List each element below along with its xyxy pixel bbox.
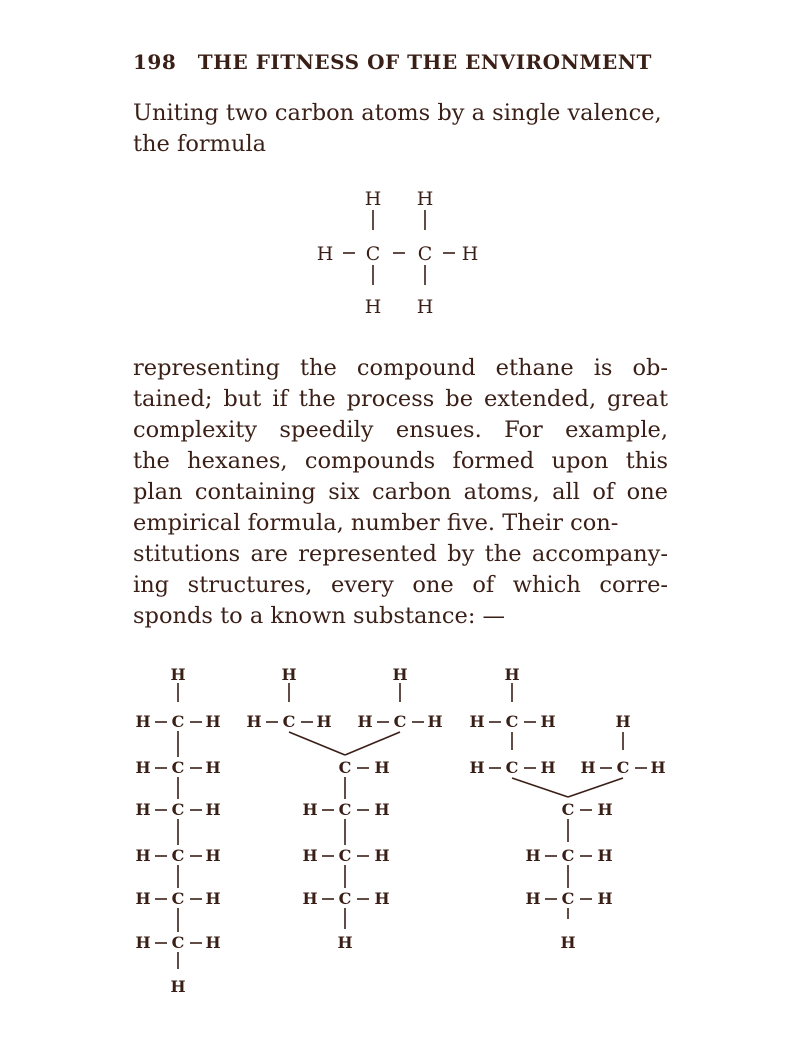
hydrogen-atom: H [469,758,485,777]
carbon-atom: C [171,933,185,952]
hydrogen-atom: H [135,800,151,819]
hydrogen-atom: H [540,712,556,731]
hydrogen-atom: H [302,800,318,819]
hydrogen-atom: H [374,889,390,908]
hydrogen-atom: H [135,889,151,908]
hydrogen-atom: H [392,665,408,684]
hydrogen-atom: H [337,933,353,952]
hydrogen-atom: H [597,846,613,865]
hydrogen-atom: H [374,758,390,777]
hydrogen-atom: H [170,665,186,684]
hydrogen-atom: H [427,712,443,731]
hydrogen-atom: H [316,243,334,265]
hydrogen-atom: H [205,712,221,731]
hydrogen-atom: H [281,665,297,684]
hydrogen-atom: H [205,800,221,819]
hydrogen-atom: H [316,712,332,731]
carbon-atom: C [338,889,352,908]
hydrogen-atom: H [205,846,221,865]
hydrogen-atom: H [580,758,596,777]
hydrogen-atom: H [525,889,541,908]
hydrogen-atom: H [374,846,390,865]
body-line: empirical formula, number five. Their con- [133,510,619,536]
hydrogen-atom: H [525,846,541,865]
carbon-atom: C [417,243,433,265]
hydrogen-atom: H [560,933,576,952]
bond-line [289,732,345,755]
carbon-atom: C [338,800,352,819]
carbon-atom: C [393,712,407,731]
carbon-atom: C [561,846,575,865]
running-title: THE FITNESS OF THE ENVIRONMENT [197,50,652,74]
hydrogen-atom: H [650,758,666,777]
hydrogen-atom: H [357,712,373,731]
hydrogen-atom: H [302,889,318,908]
body-line: stitutions are represented by the accompany- [133,541,668,567]
hydrogen-atom: H [135,758,151,777]
carbon-atom: C [171,712,185,731]
carbon-atom: C [338,846,352,865]
hydrogen-atom: H [135,712,151,731]
carbon-atom: C [505,712,519,731]
hydrogen-atom: H [504,665,520,684]
carbon-atom: C [171,846,185,865]
carbon-atom: C [365,243,381,265]
body-line: sponds to a known substance: — [133,603,506,629]
hydrogen-atom: H [469,712,485,731]
body-line: tained; but if the process be extended, great [133,386,668,412]
bond-line [345,732,400,755]
hydrogen-atom: H [374,800,390,819]
body-line: representing the compound ethane is ob- [133,355,668,381]
hydrogen-atom: H [364,296,382,318]
page-number: 198 [133,50,177,74]
carbon-atom: C [282,712,296,731]
hydrogen-atom: H [615,712,631,731]
hydrogen-atom: H [540,758,556,777]
hydrogen-atom: H [205,889,221,908]
hydrogen-atom: H [597,889,613,908]
body-line: complexity speedily ensues. For example, [133,417,668,443]
carbon-atom: C [616,758,630,777]
carbon-atom: C [171,758,185,777]
intro-line: Uniting two carbon atoms by a single valence, [133,100,662,126]
carbon-atom: C [338,758,352,777]
hydrogen-atom: H [302,846,318,865]
hydrogen-atom: H [246,712,262,731]
hydrogen-atom: H [416,296,434,318]
body-line: ing structures, every one of which corre- [133,572,668,598]
hydrogen-atom: H [416,188,434,210]
hydrogen-atom: H [205,758,221,777]
body-line: plan containing six carbon atoms, all of one [133,479,668,505]
hydrogen-atom: H [135,933,151,952]
hydrogen-atom: H [597,800,613,819]
intro-line: the formula [133,131,267,157]
hydrogen-atom: H [364,188,382,210]
hydrogen-atom: H [135,846,151,865]
carbon-atom: C [561,889,575,908]
carbon-atom: C [505,758,519,777]
carbon-atom: C [171,889,185,908]
hydrogen-atom: H [461,243,479,265]
carbon-atom: C [561,800,575,819]
hydrogen-atom: H [205,933,221,952]
body-line: the hexanes, compounds formed upon this [133,448,668,474]
carbon-atom: C [171,800,185,819]
bond-line [512,778,568,797]
bond-line [568,778,623,797]
hydrogen-atom: H [170,977,186,996]
